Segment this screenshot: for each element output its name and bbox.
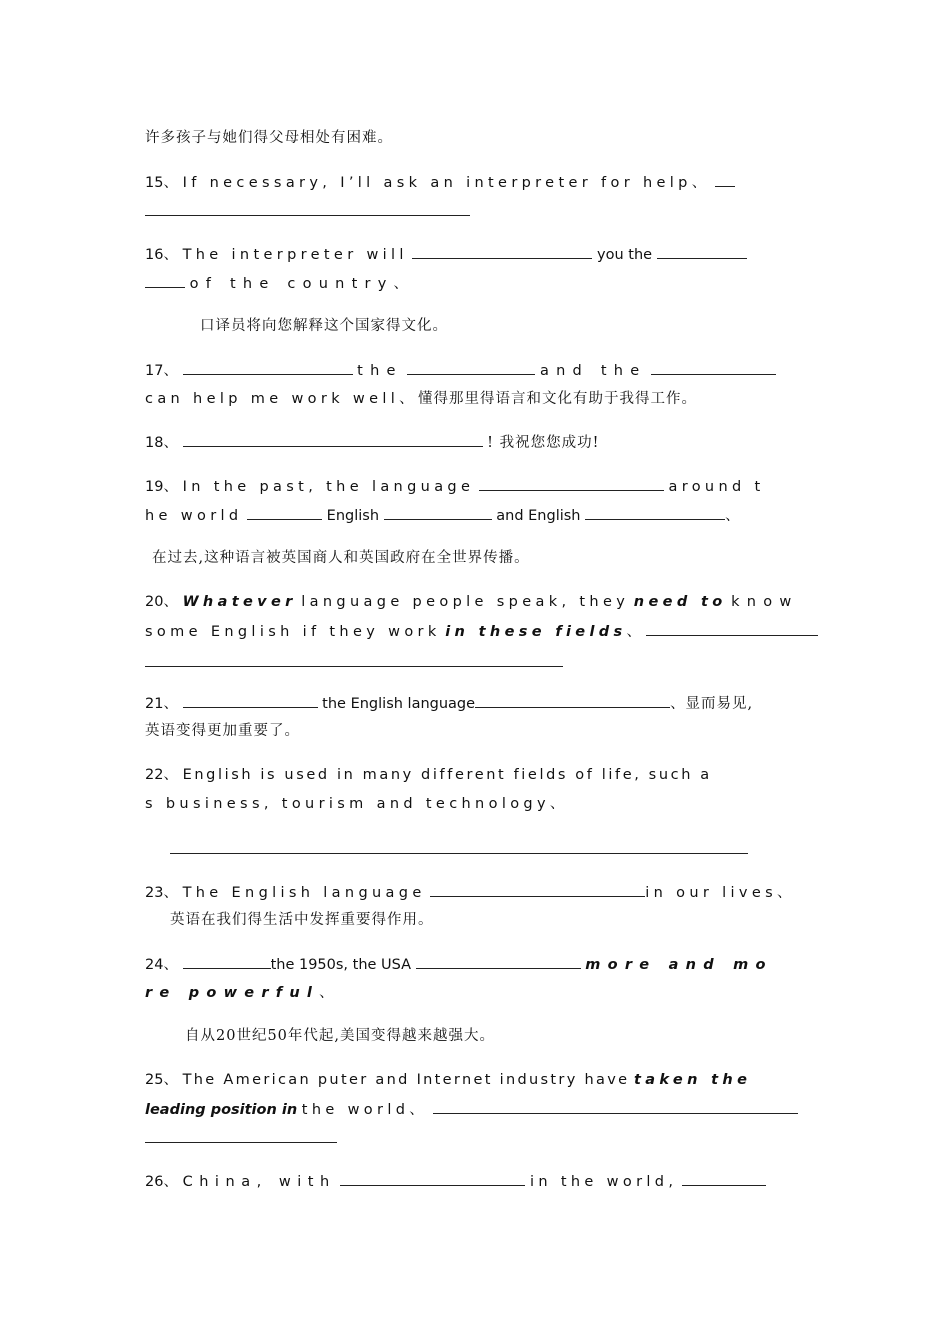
answer-blank[interactable] xyxy=(475,693,670,708)
question-text: you the xyxy=(597,247,653,263)
question-text: around t xyxy=(668,479,765,495)
question-text: the world、 xyxy=(301,1102,429,1118)
question-text: the xyxy=(357,363,403,379)
emphasized-text: leading position in xyxy=(145,1102,298,1118)
translation: 英语变得更加重要了。 xyxy=(145,723,300,739)
question-number: 23、 xyxy=(145,885,178,901)
question-17-line-2 xyxy=(145,389,807,409)
question-16 xyxy=(145,244,807,265)
answer-blank[interactable] xyxy=(585,505,725,520)
question-text: language people speak, they xyxy=(301,594,630,610)
question-20-line-2 xyxy=(145,621,807,642)
question-number: 25、 xyxy=(145,1072,178,1088)
answer-line[interactable] xyxy=(145,215,470,216)
answer-blank[interactable] xyxy=(384,505,492,520)
question-text: s business, tourism and technology、 xyxy=(145,796,569,812)
question-number: 17、 xyxy=(145,363,178,379)
answer-blank[interactable] xyxy=(646,621,818,636)
answer-blank[interactable] xyxy=(651,360,776,375)
question-text: The American puter and Internet industry have xyxy=(182,1072,630,1088)
translation: 、显而易见, xyxy=(670,696,754,712)
question-text: English is used in many different fields of life, such a xyxy=(182,767,712,783)
question-text: English xyxy=(326,508,380,524)
question-number: 24、 xyxy=(145,957,178,973)
question-17 xyxy=(145,360,807,381)
question-25-line-2 xyxy=(145,1099,807,1120)
answer-blank[interactable] xyxy=(682,1171,766,1186)
question-text: the 1950s, the USA xyxy=(270,957,412,973)
punctuation: 、 xyxy=(319,985,334,1001)
question-25 xyxy=(145,1070,807,1090)
question-text: in the world, xyxy=(529,1174,678,1190)
answer-blank[interactable] xyxy=(183,360,353,375)
intro-translation: 许多孩子与她们得父母相处有困难。 xyxy=(145,130,393,146)
question-text: of the country、 xyxy=(189,276,416,292)
question-19-line-2 xyxy=(145,505,807,526)
question-22 xyxy=(145,765,807,785)
answer-blank[interactable] xyxy=(430,882,645,897)
translation: 英语在我们得生活中发挥重要得作用。 xyxy=(170,912,434,928)
answer-line[interactable] xyxy=(145,1142,337,1143)
answer-line[interactable] xyxy=(145,666,563,667)
question-number: 26、 xyxy=(145,1174,178,1190)
answer-blank[interactable] xyxy=(183,432,483,447)
answer-blank[interactable] xyxy=(479,476,664,491)
question-number: 16、 xyxy=(145,247,178,263)
question-text: in our lives、 xyxy=(645,885,796,901)
question-text: China, with xyxy=(182,1174,336,1190)
answer-blank[interactable] xyxy=(183,954,271,969)
question-23 xyxy=(145,882,807,903)
emphasized-text: more and mo xyxy=(585,957,773,973)
emphasized-text: Whatever xyxy=(182,594,297,610)
answer-blank[interactable] xyxy=(657,244,747,259)
answer-blank[interactable] xyxy=(715,172,735,187)
question-24-line-2 xyxy=(145,983,807,1003)
answer-blank[interactable] xyxy=(145,273,185,288)
answer-blank[interactable] xyxy=(183,693,318,708)
answer-blank[interactable] xyxy=(247,505,322,520)
question-number: 19、 xyxy=(145,479,178,495)
emphasized-text: in these fields xyxy=(445,624,627,640)
answer-blank[interactable] xyxy=(412,244,592,259)
question-text: the English language xyxy=(322,696,476,712)
emphasized-text: taken the xyxy=(634,1072,752,1088)
question-18 xyxy=(145,432,807,453)
answer-line[interactable] xyxy=(170,853,748,854)
question-number: 21、 xyxy=(145,696,178,712)
answer-blank[interactable] xyxy=(433,1099,798,1114)
question-21 xyxy=(145,693,807,714)
translation: 在过去,这种语言被英国商人和英国政府在全世界传播。 xyxy=(152,550,530,566)
question-number: 20、 xyxy=(145,594,178,610)
translation: 自从20世纪50年代起,美国变得越来越强大。 xyxy=(185,1028,496,1044)
question-number: 18、 xyxy=(145,435,178,451)
answer-blank[interactable] xyxy=(407,360,535,375)
question-text: can help me work well、 xyxy=(145,391,418,407)
question-15 xyxy=(145,172,807,193)
translation: 懂得那里得语言和文化有助于我得工作。 xyxy=(418,391,697,407)
translation: ! 我祝您您成功! xyxy=(487,435,600,451)
question-text: The English language xyxy=(182,885,426,901)
answer-blank[interactable] xyxy=(416,954,581,969)
question-24 xyxy=(145,954,807,975)
punctuation: 、 xyxy=(626,624,642,640)
question-text: If necessary, I’ll ask an interpreter for help、 xyxy=(182,175,711,191)
question-text: The interpreter will xyxy=(182,247,408,263)
question-26 xyxy=(145,1171,807,1192)
question-22-line-2 xyxy=(145,794,807,814)
punctuation: 、 xyxy=(725,508,740,524)
question-text: know xyxy=(731,594,799,610)
emphasized-text: re powerful xyxy=(145,985,320,1001)
translation: 口译员将向您解释这个国家得文化。 xyxy=(200,318,448,334)
emphasized-text: need to xyxy=(633,594,727,610)
question-16-line-2 xyxy=(145,273,807,294)
question-text: and the xyxy=(539,363,647,379)
question-text: some English if they work xyxy=(145,624,441,640)
question-number: 22、 xyxy=(145,767,178,783)
question-text: In the past, the language xyxy=(182,479,475,495)
question-20 xyxy=(145,592,807,612)
question-text: and English xyxy=(496,508,581,524)
question-19 xyxy=(145,476,807,497)
question-number: 15、 xyxy=(145,175,178,191)
question-text: he world xyxy=(145,508,243,524)
answer-blank[interactable] xyxy=(340,1171,525,1186)
